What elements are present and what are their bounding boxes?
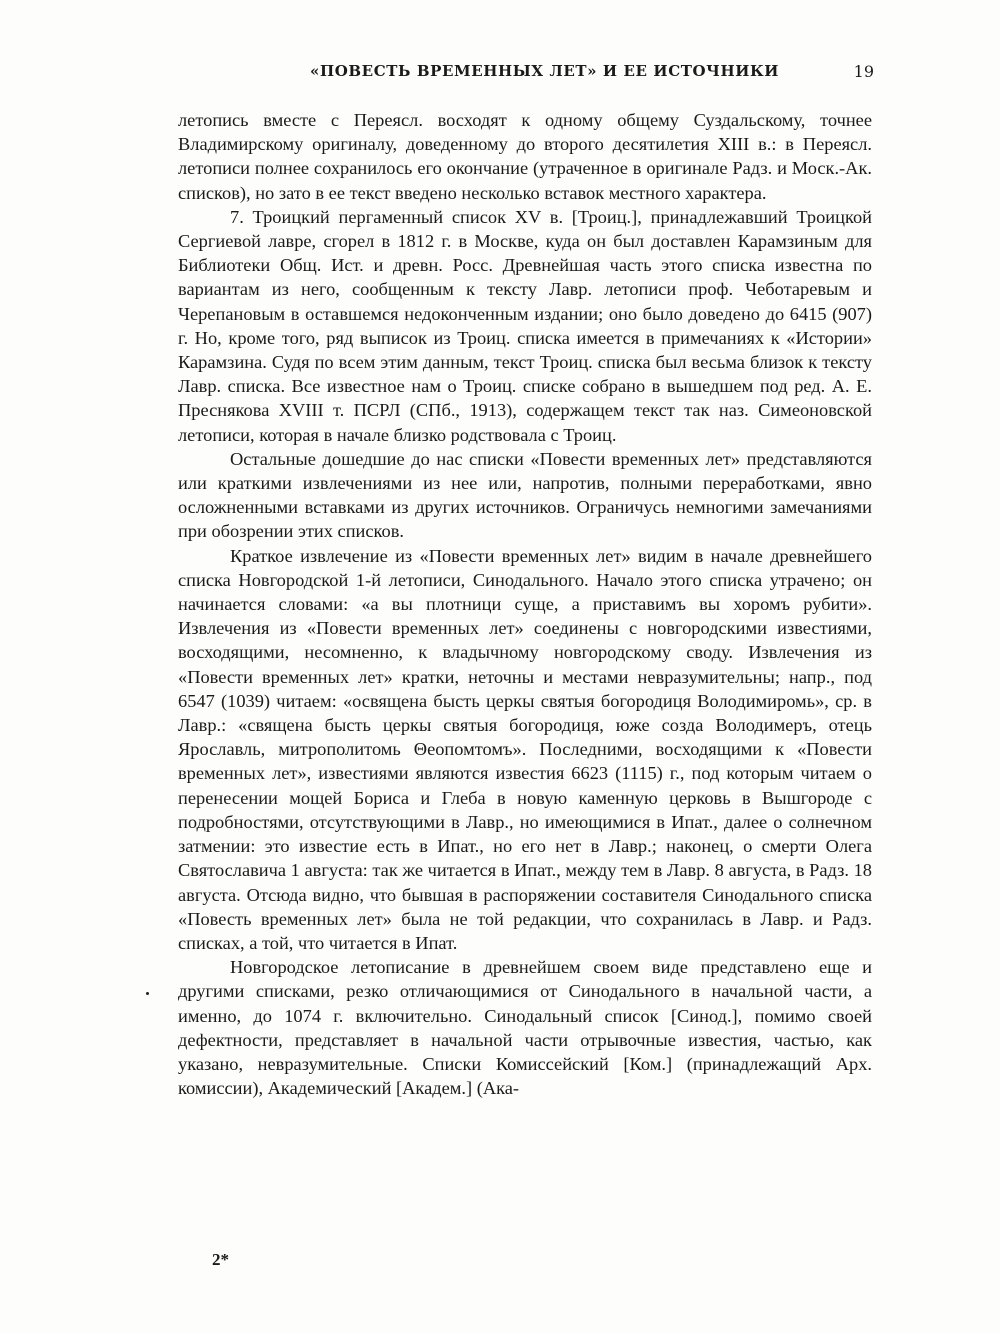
signature-mark: 2* [212, 1250, 229, 1269]
paragraph-2: 7. Троицкий пергаменный список XV в. [Троиц.], принадлежавший Троицкой Сергиевой лавре, сгорел в 1812 г. в Москве, куда он был доставлен Карамзиным для Библиотеки Общ. Ист. и древн. Росс. Древнейшая часть этого списка известна по вариантам из него, сообщенным к тексту Лавр. летописи проф. Чеботаревым и Черепановым в оставшемся недоконченным издании; оно было доведено до 6415 (907) г. Но, кроме того, ряд выписок из Троиц. списка имеется в примечаниях к «Истории» Карамзина. Судя по всем этим данным, текст Троиц. списка был весьма близок к тексту Лавр. списка. Все известное нам о Троиц. списке собрано в вышедшем под ред. А. Е. Преснякова XVIII т. ПСРЛ (СПб., 1913), содержащем текст так наз. Симеоновской летописи, которая в начале близко родствовала с Троиц. [178, 206, 872, 445]
running-title: «ПОВЕСТЬ ВРЕМЕННЫХ ЛЕТ» И ЕЕ ИСТОЧНИКИ [310, 62, 780, 80]
margin-dot [146, 992, 149, 995]
page-number: 19 [853, 62, 874, 81]
body-text [178, 108, 872, 1100]
paragraph-3: Остальные дошедшие до нас списки «Повести временных лет» представляются или краткими извлечениями из нее или, напротив, полными переработками, явно осложненными вставками из других источников. Ограничусь немногими замечаниями при обозрении этих списков. [178, 448, 872, 542]
running-head [178, 62, 874, 86]
paragraph-4: Краткое извлечение из «Повести временных лет» видим в начале древнейшего списка Новгородской 1-й летописи, Синодального. Начало этого списка утрачено; он начинается словами: «а вы плотници суще, а приставимъ вы хоромъ рубити». Извлечения из «Повести временных лет» соединены с новгородскими известиями, восходящими, несомненно, к владычному новгородскому своду. Извлечения из «Повести временных лет» кратки, неточны и местами невразумительны; напр., под 6547 (1039) читаем: «освящена бысть церкы святыя богородиця Володимиромь», ср. в Лавр.: «священа бысть церкы святыя богородиця, юже созда Володимеръ, отець Ярославль, митрополитомь Θеопомтомъ». Последними, восходящими к «Повести временных лет», известиями являются известия 6623 (1115) г., под которым читаем о перенесении мощей Бориса и Глеба в новую каменную церковь в Вышгороде с подробностями, отсутствующими в Лавр., но имеющимися в Ипат., далее о солнечном затмении: это известие есть в Ипат., но его нет в Лавр.; наконец, о смерти Олега Святославича 1 августа: так же читается в Ипат., между тем в Лавр. 8 августа, в Радз. 18 августа. Отсюда видно, что бывшая в распоряжении составителя Синодального списка «Повесть временных лет» была не той редакции, что сохранилась в Лавр. и Радз. списках, а той, что читается в Ипат. [178, 545, 872, 953]
paragraph-5: Новгородское летописание в древнейшем своем виде представлено еще и другими списками, резко отличающимися от Синодального в начальной части, а именно, до 1074 г. включительно. Синодальный список [Синод.], помимо своей дефектности, представляет в начальной части отрывочные известия, частью, как указано, невразумительные. Списки Комиссейский [Ком.] (принадлежащий Арх. комиссии), Академический [Академ.] (Ака- [178, 957, 872, 1099]
paragraph-1: летопись вместе с Переясл. восходят к одному общему Суздальскому, точнее Владимирскому оригиналу, доведенному до второго десятилетия XIII в.: в Переясл. летописи полнее сохранилось его окончание (утраченное в оригинале Радз. и Моск.-Ак. списков), но зато в ее текст введено несколько вставок местного характера. [178, 110, 872, 203]
